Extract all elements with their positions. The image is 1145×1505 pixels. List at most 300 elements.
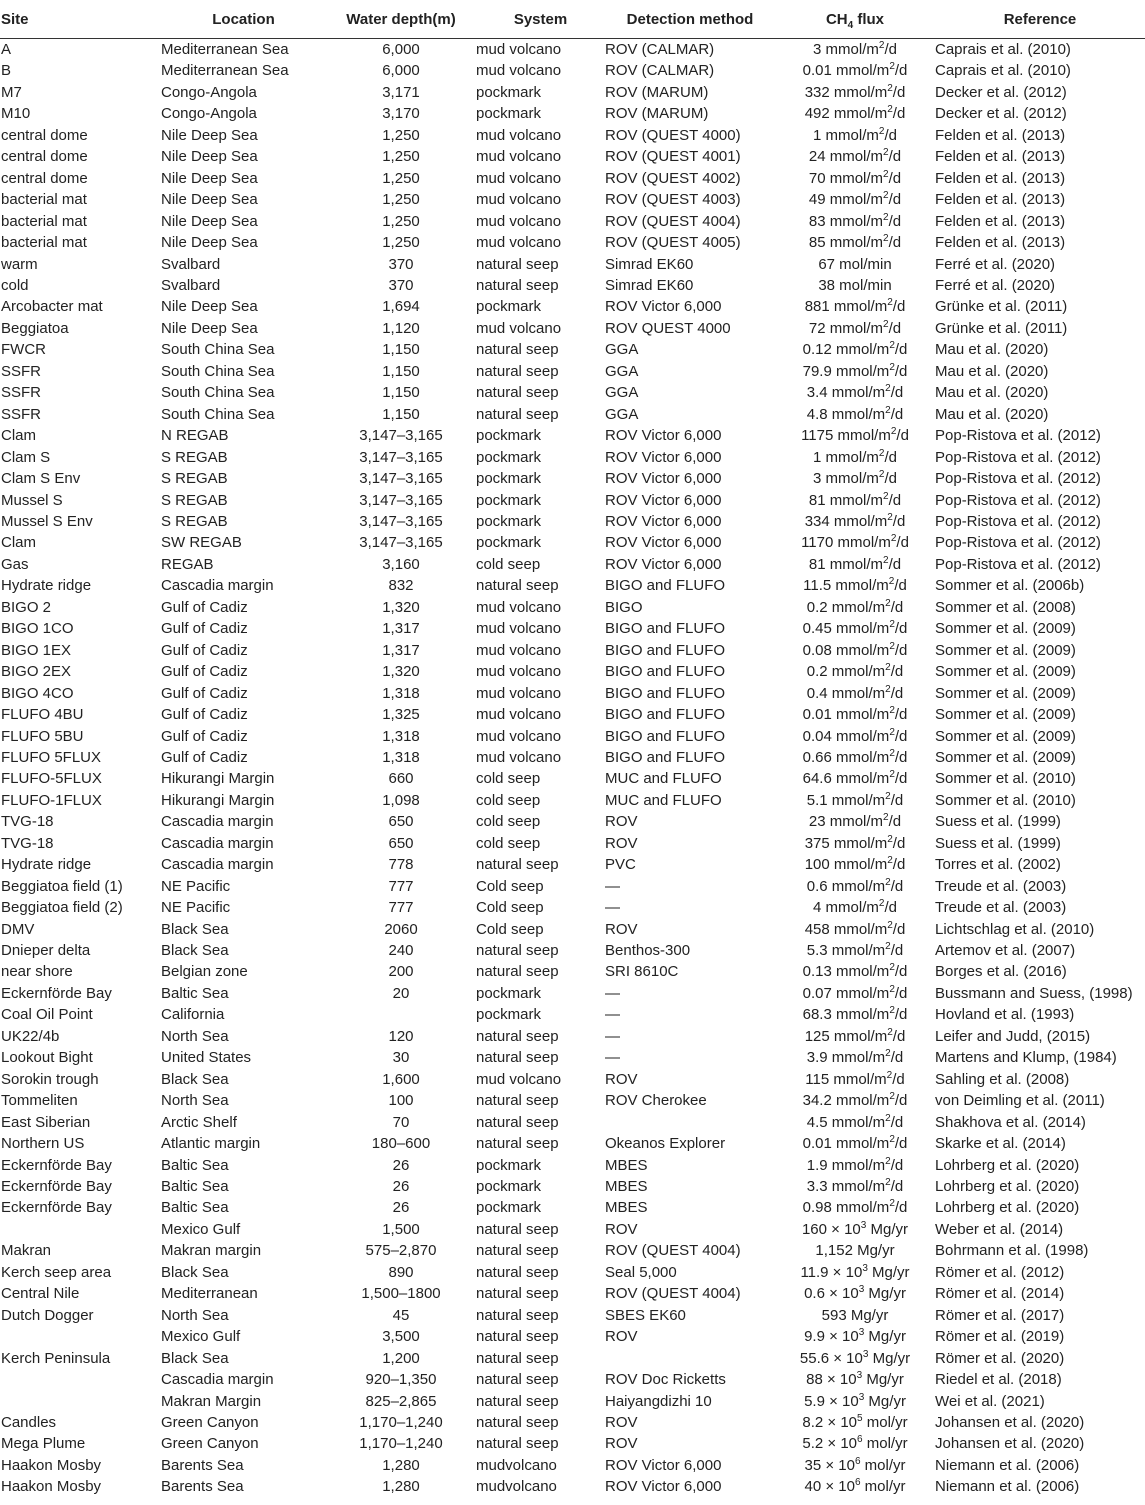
cell-ch4-flux — [775, 511, 935, 532]
cell-detection-method: ROV — [605, 1435, 638, 1453]
table-row — [0, 961, 1145, 982]
cell-site: bacterial mat — [1, 234, 87, 252]
table-row — [0, 339, 1145, 360]
table-row — [0, 747, 1145, 768]
cell-site: BIGO 2 — [1, 598, 52, 616]
cell-ch4-flux — [775, 146, 935, 167]
cell-site: Clam — [1, 534, 37, 552]
cell-site: FLUFO 5BU — [1, 727, 84, 745]
cell-reference: Pop-Ristova et al. (2012) — [935, 534, 1101, 552]
cell-site: Clam S Env — [1, 470, 81, 488]
cell-ch4-flux — [775, 897, 935, 918]
flux-exponent: 2 — [883, 211, 889, 223]
cell-detection-method: BIGO and FLUFO — [605, 706, 726, 724]
cell-reference: Pop-Ristova et al. (2012) — [935, 512, 1101, 530]
flux-unit-suffix: /d — [892, 920, 906, 938]
cell-reference: Decker et al. (2012) — [935, 105, 1067, 123]
cell-ch4-flux — [775, 60, 935, 81]
flux-exponent: 2 — [887, 833, 893, 845]
cell-ch4-flux — [775, 811, 935, 832]
cell-location: Barents Sea — [161, 1456, 244, 1474]
cell-detection-method: BIGO — [605, 598, 643, 616]
cell-ch4-flux — [775, 425, 935, 446]
cell-ch4-flux — [775, 768, 935, 789]
flux-exponent: 2 — [883, 554, 889, 566]
table-row — [0, 1476, 1145, 1497]
flux-value: 55.6 × 10 — [799, 1349, 863, 1367]
cell-ch4-flux — [775, 854, 935, 875]
cell-location: Makran margin — [161, 1242, 262, 1260]
cell-location: Gulf of Cadiz — [161, 727, 248, 745]
flux-exponent: 2 — [878, 447, 885, 459]
cell-site: Dnieper delta — [1, 942, 91, 960]
cell-system: cold seep — [476, 791, 541, 809]
flux-unit-suffix: /d — [894, 770, 908, 788]
cell-location: Baltic Sea — [161, 984, 229, 1002]
table-row — [0, 597, 1145, 618]
cell-ch4-flux — [775, 640, 935, 661]
cell-reference: Grünke et al. (2011) — [935, 319, 1068, 337]
flux-exponent: 2 — [885, 1048, 891, 1060]
flux-value: 0.4 mmol/m — [806, 684, 886, 702]
table-row — [0, 1133, 1145, 1154]
cell-detection-method: BIGO and FLUFO — [605, 663, 726, 681]
cell-water-depth: 240 — [388, 942, 414, 960]
flux-value: 40 × 10 — [804, 1478, 855, 1496]
flux-exponent: 2 — [878, 40, 885, 51]
cell-location: Mexico Gulf — [161, 1328, 241, 1346]
cell-site: SSFR — [1, 405, 42, 423]
cell-site: warm — [1, 255, 38, 273]
cell-water-depth: 1,600 — [382, 1070, 420, 1088]
cell-detection-method: ROV Victor 6,000 — [605, 512, 722, 530]
cell-reference: Lohrberg et al. (2020) — [935, 1199, 1080, 1217]
cell-ch4-flux — [775, 318, 935, 339]
flux-unit-suffix: /d — [884, 448, 897, 466]
cell-site: Makran — [1, 1242, 52, 1260]
cell-location: Gulf of Cadiz — [161, 684, 248, 702]
cell-location: Mediterranean — [161, 1285, 258, 1303]
flux-exponent: 3 — [862, 1348, 869, 1360]
cell-location: Black Sea — [161, 1349, 229, 1367]
table-row — [0, 854, 1145, 875]
cell-system: natural seep — [476, 963, 559, 981]
cell-location: Makran Margin — [161, 1392, 262, 1410]
flux-unit-suffix: /d — [896, 427, 909, 445]
cell-water-depth: 1,250 — [382, 234, 420, 252]
cell-reference: Sommer et al. (2010) — [935, 791, 1076, 809]
cell-water-depth: 1,250 — [382, 126, 420, 144]
cell-system: natural seep — [476, 1135, 559, 1153]
cell-water-depth: 1,150 — [382, 405, 420, 423]
header-flux-prefix: CH — [825, 10, 848, 28]
cell-location: N REGAB — [161, 427, 229, 445]
flux-exponent: 2 — [889, 61, 895, 73]
cell-water-depth: 3,147–3,165 — [359, 491, 443, 509]
flux-unit-suffix: /d — [892, 1070, 905, 1088]
flux-value: 0.45 mmol/m — [802, 620, 890, 638]
flux-value: 334 mmol/m — [804, 512, 888, 530]
table-row — [0, 726, 1145, 747]
table-row — [0, 1326, 1145, 1347]
cell-reference: Skarke et al. (2014) — [935, 1135, 1066, 1153]
cell-site — [0, 1219, 161, 1240]
cell-system: natural seep — [476, 577, 559, 595]
flux-value: 100 mmol/m — [804, 856, 888, 874]
flux-value: 81 mmol/m — [808, 491, 884, 509]
cell-detection-method: Okeanos Explorer — [605, 1135, 726, 1153]
cell-ch4-flux — [775, 1326, 935, 1347]
flux-value: 34.2 mmol/m — [802, 1092, 890, 1110]
flux-unit-suffix: /d — [890, 942, 904, 960]
flux-value: 1170 mmol/m — [801, 534, 891, 552]
cell-detection-method: ROV (MARUM) — [605, 105, 709, 123]
cell-system: cold seep — [476, 770, 541, 788]
header-system: System — [476, 0, 605, 39]
flux-value: 125 mmol/m — [804, 1027, 888, 1045]
cell-location: Hikurangi Margin — [161, 791, 275, 809]
cell-reference: Ferré et al. (2020) — [935, 276, 1056, 294]
cell-location: Gulf of Cadiz — [161, 598, 248, 616]
cell-water-depth: 70 — [392, 1113, 410, 1131]
cell-system: pockmark — [476, 512, 542, 530]
flux-exponent: 2 — [885, 683, 891, 695]
cell-water-depth: 370 — [388, 255, 414, 273]
cell-site: East Siberian — [1, 1113, 91, 1131]
flux-value: 3.3 mmol/m — [806, 1178, 886, 1196]
flux-value: 24 mmol/m — [808, 148, 884, 166]
flux-unit-suffix: /d — [894, 620, 908, 638]
flux-unit-suffix: /d — [896, 534, 909, 552]
cell-detection-method: ROV Victor 6,000 — [605, 470, 722, 488]
cell-reference: Bussmann and Suess, (1998) — [935, 984, 1133, 1002]
table-row — [0, 189, 1145, 210]
cell-site: central dome — [1, 126, 88, 144]
cell-site: Mussel S Env — [1, 512, 93, 530]
cell-water-depth: 3,160 — [382, 555, 420, 573]
cell-system: mud volcano — [476, 706, 562, 724]
flux-value: 5.3 mmol/m — [806, 942, 886, 960]
flux-exponent: 3 — [860, 1219, 867, 1231]
cell-location: Black Sea — [161, 1070, 229, 1088]
cell-site: Coal Oil Point — [1, 1006, 93, 1024]
cell-detection-method: ROV Victor 6,000 — [605, 298, 722, 316]
flux-exponent: 2 — [889, 619, 895, 631]
cell-water-depth: 1,280 — [382, 1478, 420, 1496]
cell-detection-method: — — [605, 899, 620, 917]
cell-reference: Felden et al. (2013) — [935, 126, 1066, 144]
flux-exponent: 2 — [889, 1198, 895, 1210]
cell-site — [0, 1326, 161, 1347]
cell-system: natural seep — [476, 341, 559, 359]
flux-exponent: 2 — [887, 82, 893, 94]
cell-system: pockmark — [476, 1156, 542, 1174]
cell-water-depth: 1,318 — [382, 727, 420, 745]
table-row — [0, 940, 1145, 961]
cell-site: Clam — [1, 427, 37, 445]
flux-value: 0.12 mmol/m — [802, 341, 890, 359]
cell-detection-method: ROV (CALMAR) — [605, 62, 715, 80]
flux-value: 85 mmol/m — [808, 234, 884, 252]
cell-ch4-flux — [775, 983, 935, 1004]
cell-location: Nile Deep Sea — [161, 212, 258, 230]
cell-system: natural seep — [476, 1414, 559, 1431]
cell-ch4-flux — [775, 1476, 935, 1497]
cell-location: Nile Deep Sea — [161, 126, 258, 144]
cell-site: FLUFO 4BU — [1, 706, 84, 724]
cell-water-depth: 1,120 — [382, 319, 420, 337]
cell-detection-method: ROV Doc Ricketts — [605, 1371, 726, 1389]
cell-location: Cascadia margin — [161, 834, 274, 852]
cell-location: United States — [161, 1049, 252, 1067]
table-row — [0, 1262, 1145, 1283]
table-row — [0, 425, 1145, 446]
flux-exponent: 2 — [885, 876, 891, 888]
table-row — [0, 1433, 1145, 1454]
flux-exponent: 3 — [858, 1284, 865, 1296]
flux-exponent: 2 — [885, 941, 891, 953]
flux-unit-suffix: /d — [894, 62, 908, 80]
cell-ch4-flux — [775, 382, 935, 403]
flux-unit-suffix: /d — [888, 555, 902, 573]
cell-water-depth: 200 — [388, 963, 414, 981]
cell-water-depth: 825–2,865 — [365, 1392, 437, 1410]
cell-ch4-flux — [775, 490, 935, 511]
cell-detection-method: ROV Victor 6,000 — [605, 1456, 722, 1474]
flux-value: 0.01 mmol/m — [802, 706, 890, 724]
cell-system: natural seep — [476, 1306, 559, 1324]
flux-exponent: 2 — [887, 919, 893, 931]
cell-system: natural seep — [476, 1242, 559, 1260]
flux-value: 881 mmol/m — [804, 298, 888, 316]
flux-unit-suffix: /d — [892, 856, 906, 874]
flux-unit-suffix: Mg/yr — [866, 1220, 909, 1238]
flux-unit-suffix: /d — [890, 877, 904, 895]
flux-value: 64.6 mmol/m — [802, 770, 890, 788]
cell-ch4-flux — [775, 1197, 935, 1218]
cell-site: M10 — [1, 105, 31, 123]
cell-site: bacterial mat — [1, 191, 87, 209]
cell-site: near shore — [1, 963, 73, 981]
flux-unit-suffix: Mg/yr — [864, 1392, 906, 1410]
cell-water-depth: 1,150 — [382, 384, 420, 402]
flux-value: 0.66 mmol/m — [802, 748, 890, 766]
cell-detection-method: ROV QUEST 4000 — [605, 319, 731, 337]
cell-reference: Felden et al. (2013) — [935, 191, 1066, 209]
flux-unit-suffix: /d — [890, 1049, 904, 1067]
flux-unit-suffix: /d — [884, 126, 897, 144]
flux-value: 79.9 mmol/m — [802, 362, 890, 380]
flux-value: 1,152 Mg/yr — [815, 1242, 895, 1260]
flux-exponent: 3 — [856, 1370, 863, 1382]
cell-detection-method: ROV (QUEST 4004) — [605, 1242, 741, 1260]
cell-system: pockmark — [476, 427, 542, 445]
cell-site: FLUFO-1FLUX — [1, 791, 102, 809]
cell-system: pockmark — [476, 83, 542, 101]
cell-reference: Suess et al. (1999) — [935, 813, 1061, 831]
cell-detection-method: ROV (QUEST 4001) — [605, 148, 741, 166]
header-flux-subscript: 4 — [847, 19, 854, 31]
cell-water-depth: 2060 — [384, 920, 418, 938]
cell-system: natural seep — [476, 276, 559, 294]
cell-water-depth: 1,280 — [382, 1456, 420, 1474]
cell-location: Congo-Angola — [161, 105, 257, 123]
cell-reference: Pop-Ristova et al. (2012) — [935, 427, 1101, 445]
cell-detection-method: SRI 8610C — [605, 963, 679, 981]
table-row — [0, 640, 1145, 661]
table-row — [0, 1197, 1145, 1218]
flux-value: 67 mol/min — [818, 255, 892, 273]
table-row — [0, 554, 1145, 575]
cell-water-depth: 1,317 — [382, 620, 420, 638]
flux-exponent: 2 — [889, 962, 895, 974]
flux-unit-suffix: /d — [894, 706, 908, 724]
cell-system: mud volcano — [476, 212, 562, 230]
cell-location: Nile Deep Sea — [161, 234, 258, 252]
cell-location: Nile Deep Sea — [161, 191, 258, 209]
cell-site: FLUFO 5FLUX — [1, 748, 102, 766]
flux-exponent: 2 — [890, 426, 897, 438]
cell-detection-method: GGA — [605, 341, 639, 359]
flux-value: 1 mmol/m — [813, 126, 879, 144]
flux-exponent: 2 — [887, 511, 893, 523]
cell-system: mud volcano — [476, 319, 562, 337]
cell-water-depth: 3,147–3,165 — [359, 448, 443, 466]
table-row — [0, 1026, 1145, 1047]
table-row — [0, 618, 1145, 639]
cell-system: mud volcano — [476, 148, 562, 166]
flux-exponent: 2 — [889, 340, 895, 352]
cell-site: M7 — [1, 83, 22, 101]
cell-site: Eckernförde Bay — [1, 1199, 112, 1217]
table-row — [0, 232, 1145, 253]
cell-water-depth: 3,147–3,165 — [359, 534, 443, 552]
cell-system: cold seep — [476, 813, 541, 831]
cell-system: mudvolcano — [476, 1456, 557, 1474]
cell-site: Beggiatoa field (2) — [1, 899, 123, 917]
flux-value: 375 mmol/m — [804, 834, 888, 852]
flux-unit-suffix: /d — [890, 1178, 904, 1196]
cell-system: cold seep — [476, 555, 541, 573]
cell-system: pockmark — [476, 1178, 542, 1196]
flux-value: 11.5 mmol/m — [803, 577, 889, 595]
table-row — [0, 382, 1145, 403]
cell-ch4-flux — [775, 275, 935, 296]
cell-system: natural seep — [476, 362, 559, 380]
cell-system: mud volcano — [476, 126, 562, 144]
cell-reference: Treude et al. (2003) — [935, 899, 1067, 917]
cell-site: B — [1, 62, 12, 80]
cell-ch4-flux — [775, 1369, 935, 1390]
cell-detection-method: BIGO and FLUFO — [605, 748, 726, 766]
cell-detection-method: — — [605, 1006, 620, 1024]
flux-exponent: 2 — [883, 318, 889, 330]
cell-reference: Borges et al. (2016) — [935, 963, 1067, 981]
cell-site: TVG-18 — [1, 834, 54, 852]
table-row — [0, 532, 1145, 553]
cell-reference: von Deimling et al. (2011) — [935, 1092, 1105, 1110]
cell-location: North Sea — [161, 1092, 229, 1110]
cell-detection-method: ROV Victor 6,000 — [605, 448, 722, 466]
table-row — [0, 125, 1145, 146]
flux-unit-suffix: /d — [888, 234, 902, 252]
cell-detection-method: ROV Victor 6,000 — [605, 427, 722, 445]
table-row — [0, 1155, 1145, 1176]
header-site: Site — [0, 0, 161, 39]
cell-site: SSFR — [1, 384, 42, 402]
cell-location: Baltic Sea — [161, 1178, 229, 1196]
cell-detection-method: MBES — [605, 1199, 648, 1217]
table-body — [0, 39, 1145, 1498]
cell-detection-method: MBES — [605, 1156, 648, 1174]
flux-value: 1.9 mmol/m — [806, 1156, 886, 1174]
cell-ch4-flux — [775, 468, 935, 489]
flux-value: 49 mmol/m — [808, 191, 884, 209]
table-row — [0, 82, 1145, 103]
flux-exponent: 2 — [885, 597, 891, 609]
cell-location: South China Sea — [161, 341, 275, 359]
flux-value: 0.2 mmol/m — [806, 598, 886, 616]
cell-detection-method — [605, 1112, 775, 1133]
flux-value: 492 mmol/m — [804, 105, 888, 123]
table-row — [0, 1305, 1145, 1326]
cell-water-depth: 1,250 — [382, 169, 420, 187]
cell-water-depth: 3,147–3,165 — [359, 427, 443, 445]
cell-water-depth: 100 — [388, 1092, 414, 1110]
flux-value: 4.5 mmol/m — [806, 1113, 886, 1131]
flux-exponent: 6 — [854, 1455, 861, 1467]
flux-unit-suffix: /d — [890, 384, 904, 402]
cell-detection-method: ROV Victor 6,000 — [605, 534, 722, 552]
cell-reference: Bohrmann et al. (1998) — [935, 1242, 1089, 1260]
flux-unit-suffix: /d — [892, 1027, 906, 1045]
cell-site: TVG-18 — [1, 813, 54, 831]
cell-location: Green Canyon — [161, 1435, 259, 1453]
flux-unit-suffix: /d — [890, 684, 904, 702]
cell-water-depth: 26 — [392, 1199, 410, 1217]
cell-site: Mussel S — [1, 491, 63, 509]
cell-site: Kerch seep area — [1, 1263, 112, 1281]
cell-ch4-flux — [775, 447, 935, 468]
cell-location: Nile Deep Sea — [161, 298, 258, 316]
cell-reference: Weber et al. (2014) — [935, 1220, 1064, 1238]
cell-site: Kerch Peninsula — [1, 1349, 111, 1367]
table-row — [0, 275, 1145, 296]
cell-detection-method: — — [605, 984, 620, 1002]
flux-exponent: 2 — [889, 1091, 895, 1103]
cell-system: mud volcano — [476, 598, 562, 616]
table-row — [0, 296, 1145, 317]
cell-water-depth: 1,320 — [382, 663, 420, 681]
cell-reference: Römer et al. (2020) — [935, 1349, 1065, 1367]
cell-ch4-flux — [775, 961, 935, 982]
cell-reference: Sommer et al. (2009) — [935, 641, 1076, 659]
cell-ch4-flux — [775, 575, 935, 596]
cell-reference: Pop-Ristova et al. (2012) — [935, 555, 1101, 573]
cell-system: mud volcano — [476, 191, 562, 209]
cell-reference: Grünke et al. (2011) — [935, 298, 1068, 316]
flux-unit-suffix: /d — [892, 834, 906, 852]
cell-ch4-flux — [775, 1348, 935, 1369]
flux-unit-suffix: /d — [894, 727, 908, 745]
flux-value: 0.6 × 10 — [804, 1285, 859, 1303]
cell-location: Nile Deep Sea — [161, 169, 258, 187]
flux-value: 0.08 mmol/m — [802, 641, 890, 659]
cell-reference: Niemann et al. (2006) — [935, 1456, 1080, 1474]
cell-ch4-flux — [775, 1176, 935, 1197]
cell-system: mud volcano — [476, 663, 562, 681]
flux-exponent: 6 — [857, 1434, 863, 1446]
